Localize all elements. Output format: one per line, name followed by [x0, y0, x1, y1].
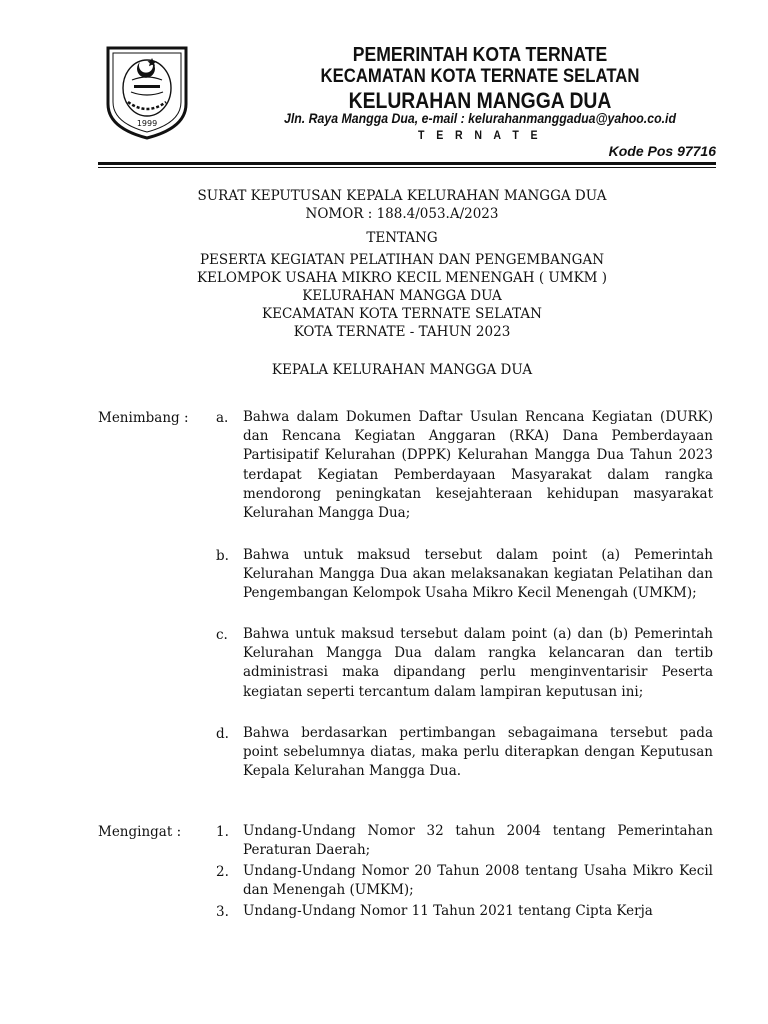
subject-line-2: KELOMPOK USAHA MIKRO KECIL MENENGAH ( UMKM ) [196, 270, 608, 286]
mengingat-marker-2: 2. [216, 864, 229, 880]
menimbang-label: Menimbang : [98, 410, 189, 426]
subject-line-4: KECAMATAN KOTA TERNATE SELATAN [262, 306, 542, 322]
letterhead-line-2: KECAMATAN KOTA TERNATE SELATAN [320, 66, 640, 87]
menimbang-item-c: Bahwa untuk maksud tersebut dalam point (a) dan (b) Pemerintah Kelurahan Mangga Dua dalam rangka kelancaran dan tertib administrasi maka dipandang perlu menginventarisir Peserta kegiatan seperti tercantum dalam lampiran keputusan ini; [243, 626, 713, 700]
mengingat-marker-1: 1. [216, 824, 229, 840]
letterhead-address: Jln. Raya Mangga Dua, e-mail : kelurahanmanggadua@yahoo.co.id [284, 110, 676, 126]
menimbang-item-a: Bahwa dalam Dokumen Daftar Usulan Rencana Kegiatan (DURK) dan Rencana Kegiatan Anggaran (RKA) Dana Pemberdayaan Partisipatif Kelurahan (DPPK) Kelurahan Mangga Dua Tahun 2023 terdapat Kegiatan Pemberdayaan Masyarakat dalam rangka mendorong peningkatan kesejahteraan kehidupan masyarakat Kelurahan Mangga Dua; [243, 409, 713, 522]
logo-year-text: 1999 [136, 119, 158, 128]
mengingat-label: Mengingat : [98, 824, 182, 840]
menimbang-item-b: Bahwa untuk maksud tersebut dalam point (a) Pemerintah Kelurahan Mangga Dua akan melaksanakan kegiatan Pelatihan dan Pengembangan Kelompok Usaha Mikro Kecil Menengah (UMKM); [243, 547, 713, 602]
letterhead-city: T E R N A T E [418, 128, 542, 142]
subject-line-3: KELURAHAN MANGGA DUA [302, 288, 502, 304]
menimbang-marker-a: a. [216, 410, 229, 426]
letterhead-line-3: KELURAHAN MANGGA DUA [348, 88, 612, 113]
mengingat-marker-3: 3. [216, 904, 229, 920]
postal-code: Kode Pos 97716 [608, 143, 716, 159]
decree-about: TENTANG [366, 230, 438, 246]
mengingat-item-2: Undang-Undang Nomor 20 Tahun 2008 tentang Usaha Mikro Kecil dan Menengah (UMKM); [243, 863, 713, 899]
subject-line-5: KOTA TERNATE - TAHUN 2023 [293, 324, 511, 340]
menimbang-marker-d: d. [216, 726, 229, 742]
mengingat-item-3: Undang-Undang Nomor 11 Tahun 2021 tentang Cipta Kerja [243, 903, 653, 919]
subject-line-1: PESERTA KEGIATAN PELATIHAN DAN PENGEMBANGAN [199, 252, 605, 268]
decree-number: NOMOR : 188.4/053.A/2023 [305, 206, 499, 222]
menimbang-marker-b: b. [216, 548, 229, 564]
menimbang-item-d: Bahwa berdasarkan pertimbangan sebagaimana tersebut pada point sebelumnya diatas, maka perlu diterapkan dengan Keputusan Kepala Kelurahan Mangga Dua. [243, 725, 713, 780]
letterhead-rule-thin [98, 167, 716, 168]
decree-issuer: KEPALA KELURAHAN MANGGA DUA [271, 362, 533, 378]
mengingat-item-1: Undang-Undang Nomor 32 tahun 2004 tentang Pemerintahan Peraturan Daerah; [243, 823, 713, 859]
menimbang-marker-c: c. [216, 627, 228, 643]
decree-title: SURAT KEPUTUSAN KEPALA KELURAHAN MANGGA DUA [197, 188, 607, 204]
city-emblem-logo [104, 44, 190, 140]
letterhead-rule-thick [98, 162, 716, 165]
letterhead-line-1: PEMERINTAH KOTA TERNATE [352, 44, 608, 66]
